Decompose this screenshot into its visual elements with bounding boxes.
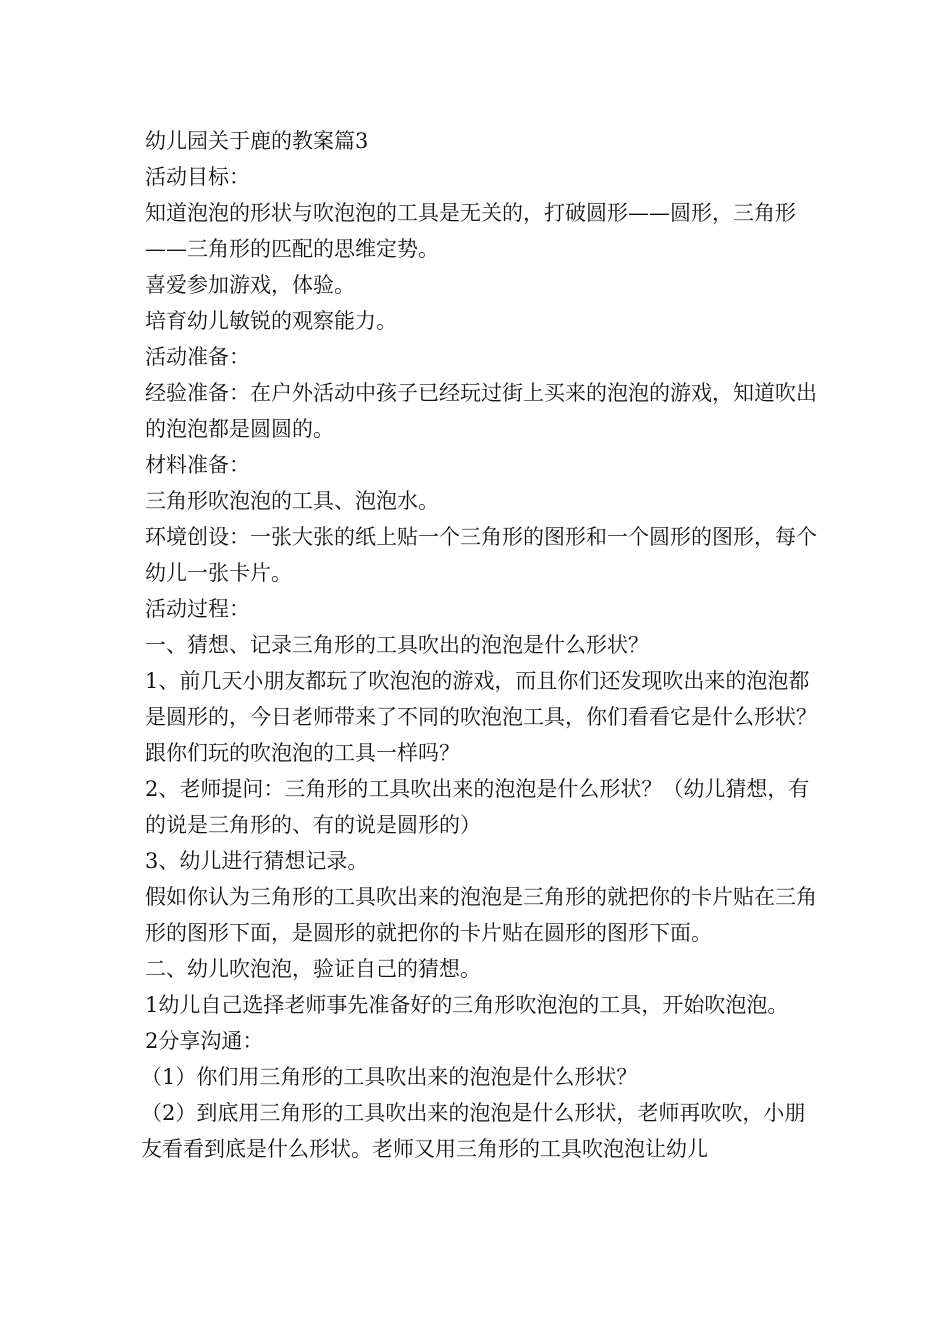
paragraph: 1幼儿自己选择老师事先准备好的三角形吹泡泡的工具，开始吹泡泡。 (145, 993, 789, 1017)
paragraph: 2分享沟通： (145, 1029, 264, 1053)
section-heading-goals: 活动目标： (145, 165, 250, 189)
paragraph: 培育幼儿敏锐的观察能力。 (145, 309, 397, 333)
paragraph: （1）你们用三角形的工具吹出来的泡泡是什么形状？ (141, 1065, 638, 1089)
paragraph: 三角形吹泡泡的工具、泡泡水。 (145, 489, 439, 513)
section-heading-materials: 材料准备： (145, 453, 250, 477)
paragraph: 知道泡泡的形状与吹泡泡的工具是无关的，打破圆形——圆形，三角形——三角形的匹配的思维定势。 (145, 201, 796, 261)
paragraph: 3、幼儿进行猜想记录。 (145, 849, 369, 873)
paragraph: 假如你认为三角形的工具吹出来的泡泡是三角形的就把你的卡片贴在三角形的图形下面，是圆形的就把你的卡片贴在圆形的图形下面。 (145, 885, 817, 945)
paragraph: 一、猜想、记录三角形的工具吹出的泡泡是什么形状？ (145, 633, 649, 657)
document-body (141, 123, 825, 1167)
paragraph: 经验准备：在户外活动中孩子已经玩过街上买来的泡泡的游戏，知道吹出的泡泡都是圆圆的。 (145, 381, 817, 441)
section-heading-process: 活动过程： (145, 597, 250, 621)
paragraph: 二、幼儿吹泡泡，验证自己的猜想。 (145, 957, 481, 981)
paragraph: （2）到底用三角形的工具吹出来的泡泡是什么形状，老师再吹吹，小朋友看看到底是什么形状。老师又用三角形的工具吹泡泡让幼儿 (141, 1101, 806, 1161)
paragraph: 环境创设：一张大张的纸上贴一个三角形的图形和一个圆形的图形，每个幼儿一张卡片。 (145, 525, 817, 585)
paragraph: 喜爱参加游戏，体验。 (145, 273, 355, 297)
document-title: 幼儿园关于鹿的教案篇3 (145, 129, 369, 153)
paragraph: 2、老师提问：三角形的工具吹出来的泡泡是什么形状？（幼儿猜想，有的说是三角形的、有的说是圆形的） (145, 777, 810, 837)
section-heading-preparation: 活动准备： (145, 345, 250, 369)
paragraph: 1、前几天小朋友都玩了吹泡泡的游戏，而且你们还发现吹出来的泡泡都是圆形的，今日老师带来了不同的吹泡泡工具，你们看看它是什么形状？跟你们玩的吹泡泡的工具一样吗？ (145, 669, 817, 765)
